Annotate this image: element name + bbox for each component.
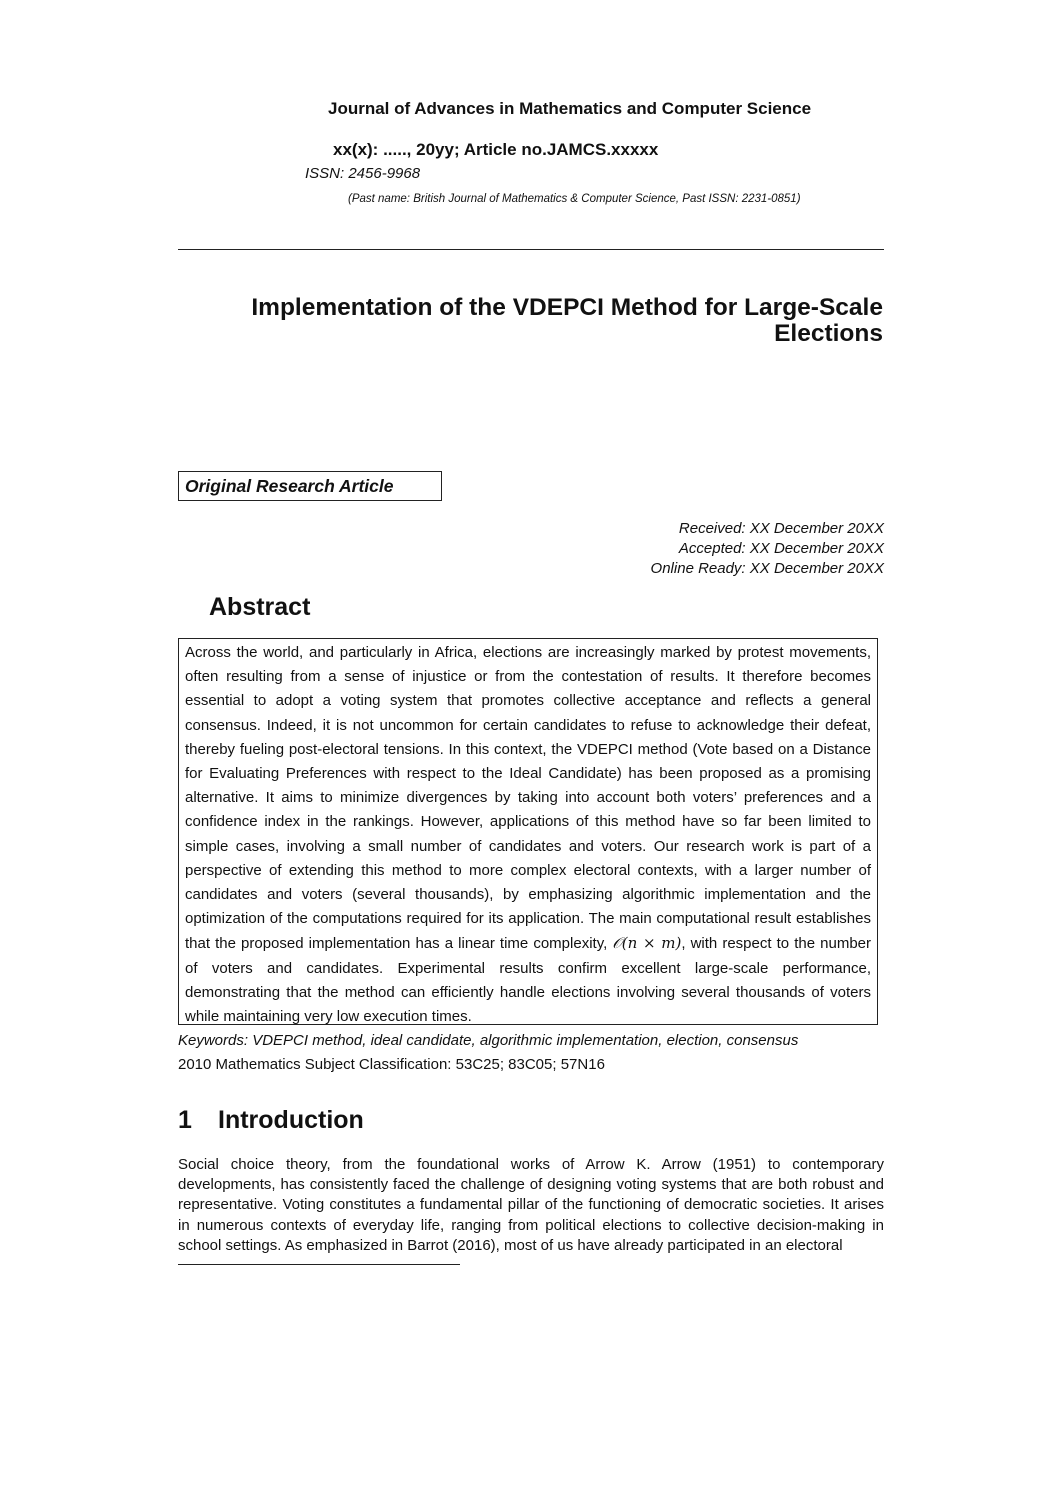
paper-title: Implementation of the VDEPCI Method for Large-Scale Elections: [251, 294, 883, 347]
accepted-date: Accepted: XX December 20XX: [678, 540, 884, 557]
abstract-text: [185, 641, 871, 1029]
abstract-text-part1: Across the world, and particularly in Africa, elections are increasingly marked by protest movements, often resulting from a sense of injustice or from the contestation of results. It therefore becomes essential to adopt a voting system that promotes collective acceptance and reflects a general consensus. Indeed, it is not uncommon for certain candidates to refuse to acknowledge their defeat, thereby fueling post-electoral tensions. In this context, the VDEPCI method (Vote based on a Distance for Evaluating Preferences with respect to the Ideal Candidate) has been proposed as a promising alternative. It aims to minimize divergences by taking into account both voters’ preferences and a confidence index in the rankings. However, applications of this method have so far been limited to simple cases, involving a small number of candidates and voters. Our research work is part of a perspective of extending this method to more complex electoral contexts, with a larger number of candidates and voters (several thousands), by emphasizing algorithmic implementation and the optimization of the computations required for its application. The main computational result establishes that the proposed implementation has a linear time complexity,: [185, 644, 871, 953]
online-date: Online Ready: XX December 20XX: [650, 560, 884, 577]
intro-paragraph: Social choice theory, from the foundational works of Arrow K. Arrow (1951) to contemporary developments, has consistently faced the challenge of designing voting systems that are both robust and representative. Voting constitutes a fundamental pillar of the functioning of democratic societies. It arises in numerous contexts of everyday life, ranging from political elections to collective decision-making in school settings. As emphasized in Barrot (2016), most of us have already participated in an electoral: [178, 1156, 884, 1254]
section-title: Introduction: [218, 1106, 364, 1134]
abstract-text-part2: , with respect to the number of voters and candidates. Experimental results confirm excellent large-scale performance, demonstrating that the method can efficiently handle elections involving several thousands of voters while maintaining very low execution times.: [185, 935, 872, 1026]
past-name: (Past name: British Journal of Mathematics & Computer Science, Past ISSN: 2231-0851): [348, 193, 801, 205]
subject-classification: 2010 Mathematics Subject Classification: 53C25; 83C05; 57N16: [178, 1056, 605, 1073]
article-type-box: Original Research Article: [178, 471, 442, 501]
header-divider: [178, 249, 884, 250]
complexity-formula: 𝒪(n × m): [612, 934, 682, 953]
section-heading: [178, 1106, 364, 1135]
issue-line: xx(x): ....., 20yy; Article no.JAMCS.xxxxx: [333, 140, 659, 159]
section-number: 1: [178, 1106, 192, 1134]
dates-block: [500, 519, 884, 579]
journal-name: Journal of Advances in Mathematics and Computer Science: [328, 99, 812, 118]
abstract-heading: Abstract: [209, 593, 311, 621]
abstract-box: [178, 638, 878, 1025]
received-date: Received: XX December 20XX: [678, 520, 884, 537]
footnote-divider: [178, 1264, 460, 1265]
issn: ISSN: 2456-9968: [305, 165, 421, 182]
keywords: Keywords: VDEPCI method, ideal candidate, algorithmic implementation, election, consensus: [178, 1032, 799, 1049]
